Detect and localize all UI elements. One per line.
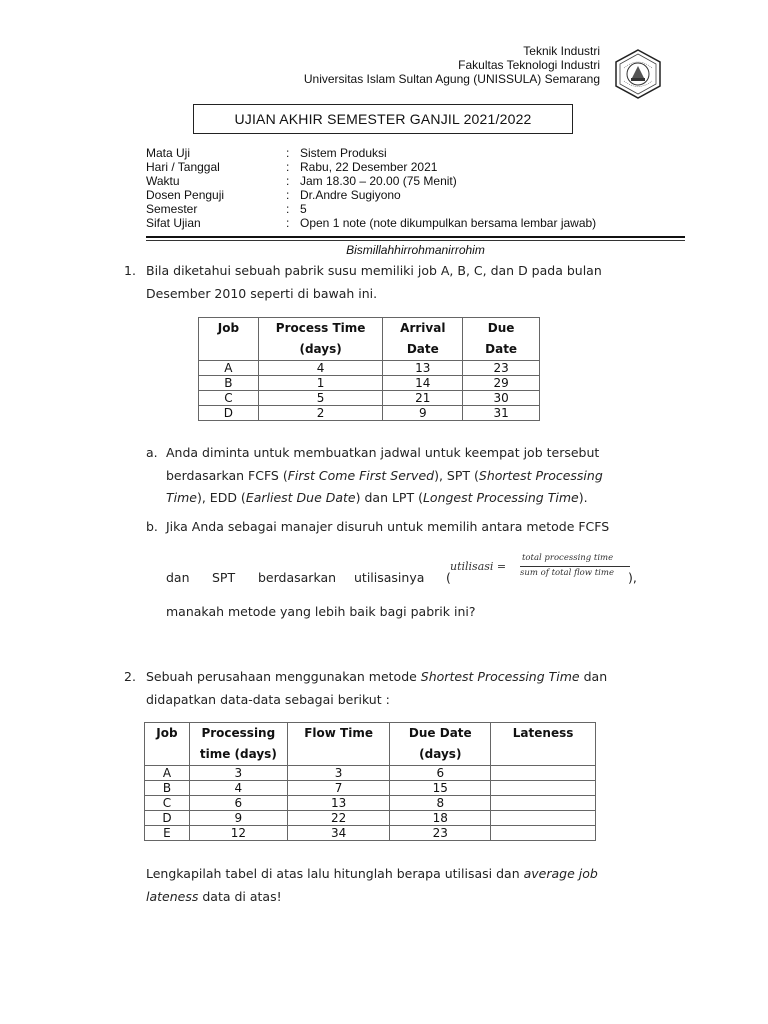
question-2-table — [144, 722, 596, 841]
info-value: Rabu, 22 Desember 2021 — [300, 160, 438, 174]
formula-fraction-bar — [520, 566, 630, 567]
question-1a-line-3: Time), EDD (Earliest Due Date) dan LPT (Longest Processing Time). — [166, 490, 588, 505]
question-1b-line-1: Jika Anda sebagai manajer disuruh untuk memilih antara metode FCFS — [166, 519, 610, 534]
question-1-number: 1. — [124, 263, 136, 278]
table-row — [145, 796, 596, 811]
exam-info — [146, 146, 596, 230]
formula-lhs: utilisasi = — [450, 560, 507, 573]
table-header-cell: Lateness — [491, 723, 596, 766]
info-value: Jam 18.30 – 20.00 (75 Menit) — [300, 174, 457, 188]
table-cell: E — [145, 826, 190, 841]
formula-numerator: total processing time — [522, 553, 614, 563]
question-1b-word: dan — [166, 570, 190, 585]
table-header-cell: Due Date — [463, 318, 540, 361]
info-value: Dr.Andre Sugiyono — [300, 188, 401, 202]
info-value: 5 — [300, 202, 307, 216]
table-cell: 22 — [287, 811, 390, 826]
info-row-time — [146, 174, 596, 188]
table-cell: A — [145, 766, 190, 781]
info-value: Open 1 note (note dikumpulkan bersama lembar jawab) — [300, 216, 597, 230]
table-cell: 12 — [189, 826, 287, 841]
header-faculty: Fakultas Teknologi Industri — [458, 58, 600, 72]
info-separator: : — [286, 146, 290, 160]
table-cell — [491, 766, 596, 781]
table-cell: 31 — [463, 406, 540, 421]
table-cell — [491, 796, 596, 811]
question-1b-word: utilisasinya — [354, 570, 425, 585]
info-separator: : — [286, 216, 290, 230]
question-1a-line-1: Anda diminta untuk membuatkan jadwal untuk keempat job tersebut — [166, 445, 600, 460]
info-row-date — [146, 160, 596, 174]
question-2-closing-line-2: lateness data di atas! — [146, 889, 282, 904]
table-cell: 30 — [463, 391, 540, 406]
table-cell: 3 — [287, 766, 390, 781]
exam-title: UJIAN AKHIR SEMESTER GANJIL 2021/2022 — [193, 104, 573, 134]
question-1-line-2: Desember 2010 seperti di bawah ini. — [146, 286, 378, 301]
table-cell: 7 — [287, 781, 390, 796]
table-row — [145, 766, 596, 781]
table-header-cell: Process Time (days) — [258, 318, 383, 361]
info-separator: : — [286, 202, 290, 216]
info-row-semester — [146, 202, 596, 216]
formula-denominator: sum of total flow time — [520, 568, 614, 578]
question-1b-word: SPT — [212, 570, 236, 585]
question-1b-label: b. — [146, 519, 158, 534]
table-header-cell: Arrival Date — [383, 318, 463, 361]
table-cell: 5 — [258, 391, 383, 406]
table-cell: 6 — [189, 796, 287, 811]
table-header-row — [199, 318, 540, 361]
table-header-cell: Flow Time — [287, 723, 390, 766]
table-cell: 13 — [287, 796, 390, 811]
table-header-cell: Due Date (days) — [390, 723, 491, 766]
question-1a-label: a. — [146, 445, 158, 460]
table-cell — [491, 826, 596, 841]
info-separator: : — [286, 174, 290, 188]
table-cell: 14 — [383, 376, 463, 391]
table-cell: 29 — [463, 376, 540, 391]
question-2-line-2: didapatkan data-data sebagai berikut : — [146, 692, 390, 707]
question-1b-line-3: manakah metode yang lebih baik bagi pabrik ini? — [166, 604, 476, 619]
table-row — [199, 391, 540, 406]
table-header-cell: Processing time (days) — [189, 723, 287, 766]
table-cell: 1 — [258, 376, 383, 391]
table-cell: C — [199, 391, 259, 406]
header-university: Universitas Islam Sultan Agung (UNISSULA) Semarang — [303, 72, 600, 86]
divider-thin — [146, 240, 685, 241]
table-cell: 21 — [383, 391, 463, 406]
table-cell: A — [199, 361, 259, 376]
table-row — [145, 826, 596, 841]
table-cell: B — [145, 781, 190, 796]
info-separator: : — [286, 188, 290, 202]
table-cell: 23 — [463, 361, 540, 376]
table-cell: 3 — [189, 766, 287, 781]
table-cell — [491, 781, 596, 796]
info-row-exam-type — [146, 216, 596, 230]
question-1-line-1: Bila diketahui sebuah pabrik susu memiliki job A, B, C, dan D pada bulan — [146, 263, 602, 278]
info-label: Semester — [146, 202, 198, 216]
table-cell: 6 — [390, 766, 491, 781]
question-1a-line-2: berdasarkan FCFS (First Come First Served), SPT (Shortest Processing — [166, 468, 603, 483]
table-row — [199, 361, 540, 376]
question-1-table — [198, 317, 540, 421]
info-value: Sistem Produksi — [300, 146, 387, 160]
table-cell: D — [145, 811, 190, 826]
info-row-examiner — [146, 188, 596, 202]
question-1b-word: berdasarkan — [258, 570, 337, 585]
table-row — [145, 781, 596, 796]
table-header-cell: Job — [145, 723, 190, 766]
table-cell: 9 — [189, 811, 287, 826]
question-1b-close-paren: ), — [628, 570, 637, 585]
question-1b-open-paren: ( — [446, 570, 451, 585]
info-label: Sifat Ujian — [146, 216, 201, 230]
table-cell: 18 — [390, 811, 491, 826]
table-cell: 15 — [390, 781, 491, 796]
table-cell — [491, 811, 596, 826]
question-2-number: 2. — [124, 669, 136, 684]
info-row-subject — [146, 146, 596, 160]
header-department: Teknik Industri — [523, 44, 600, 58]
table-cell: 23 — [390, 826, 491, 841]
question-2-line-1: Sebuah perusahaan menggunakan metode Shortest Processing Time dan — [146, 669, 608, 684]
info-label: Waktu — [146, 174, 180, 188]
table-row — [199, 376, 540, 391]
table-cell: 34 — [287, 826, 390, 841]
table-cell: C — [145, 796, 190, 811]
bismillah-text: Bismillahhirrohmanirrohim — [346, 243, 485, 257]
table-cell: D — [199, 406, 259, 421]
table-cell: 4 — [189, 781, 287, 796]
table-row — [145, 811, 596, 826]
divider-thick — [146, 236, 685, 238]
table-row — [199, 406, 540, 421]
table-cell: 13 — [383, 361, 463, 376]
info-label: Dosen Penguji — [146, 188, 225, 202]
question-2-closing-line-1: Lengkapilah tabel di atas lalu hitunglah berapa utilisasi dan average job — [146, 866, 598, 881]
table-header-cell: Job — [199, 318, 259, 361]
info-label: Mata Uji — [146, 146, 191, 160]
table-cell: 4 — [258, 361, 383, 376]
table-header-row — [145, 723, 596, 766]
table-cell: 9 — [383, 406, 463, 421]
table-cell: 8 — [390, 796, 491, 811]
table-cell: B — [199, 376, 259, 391]
info-label: Hari / Tanggal — [146, 160, 220, 174]
info-separator: : — [286, 160, 290, 174]
table-cell: 2 — [258, 406, 383, 421]
unissula-seal-icon — [612, 48, 664, 100]
